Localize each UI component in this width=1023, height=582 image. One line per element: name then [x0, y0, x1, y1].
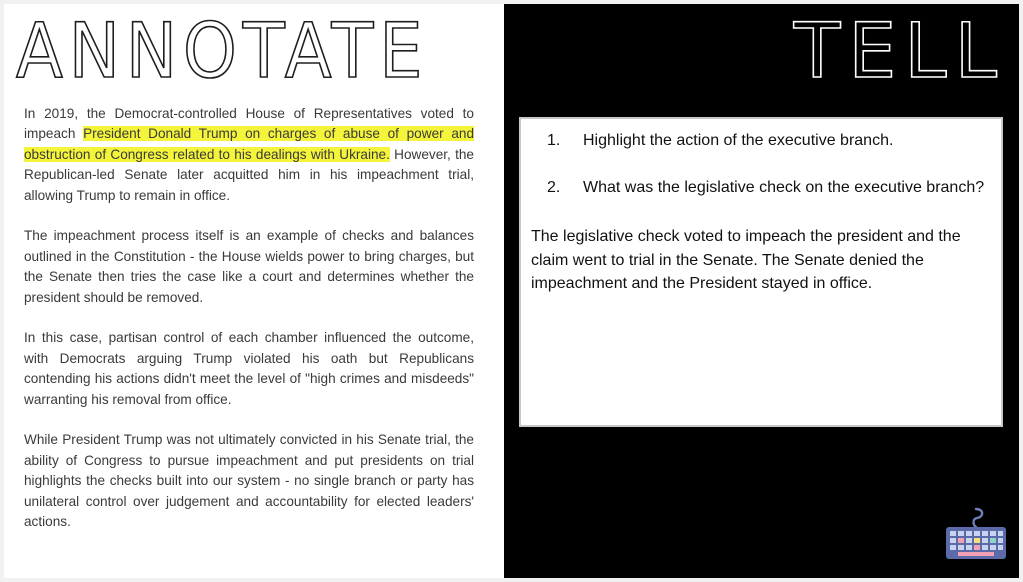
- question-1-number: 1.: [547, 132, 561, 149]
- question-1: [547, 131, 987, 153]
- paragraph-1-after: However, the Republican-led Senate later acquitted him in his impeachment trial, allowing Trump to remain in office.: [24, 146, 474, 203]
- question-2-text: What was the legislative check on the executive branch?: [583, 179, 985, 196]
- paragraph-3[interactable]: In this case, partisan control of each chamber influenced the outcome, with Democrats arguing Trump violated his oath but Republicans contending his actions didn't meet the level of "high crimes and misdeeds" warranting his removal from office.: [24, 330, 474, 407]
- keyboard-icon: [944, 505, 1008, 561]
- question-2: [547, 178, 987, 200]
- question-1-text: Highlight the action of the executive branch.: [583, 132, 894, 149]
- frame-border-bottom: [0, 578, 1023, 582]
- frame-border-right: [1019, 0, 1023, 582]
- annotate-title: ANNOTATE: [16, 6, 429, 95]
- article-text: [24, 104, 474, 553]
- highlighted-text[interactable]: President Donald Trump on charges of abuse of power and obstruction of Congress related to his dealings with Ukraine.: [24, 126, 474, 162]
- paragraph-4[interactable]: While President Trump was not ultimately convicted in his Senate trial, the ability of Congress to pursue impeachment and put presidents on trial highlights the checks built into our system - no single branch or party has unilateral control over judgement and accountability for elected leaders' actions.: [24, 432, 474, 530]
- paragraph-1-before: In 2019, the Democrat-controlled House of Representatives voted to impeach: [24, 106, 474, 142]
- tell-title: TELL: [793, 6, 1005, 95]
- answer-text[interactable]: The legislative check voted to impeach the president and the claim went to trial in the Senate. The Senate denied the impeachment and the President stayed in office.: [531, 228, 961, 292]
- paragraph-2[interactable]: The impeachment process itself is an example of checks and balances outlined in the Constitution - the House wields power to bring charges, but the Senate then tries the case like a court and determines whether the president should be removed.: [24, 228, 474, 305]
- paragraph-1[interactable]: [24, 104, 474, 206]
- response-textbox[interactable]: [519, 117, 1003, 427]
- question-2-number: 2.: [547, 179, 561, 196]
